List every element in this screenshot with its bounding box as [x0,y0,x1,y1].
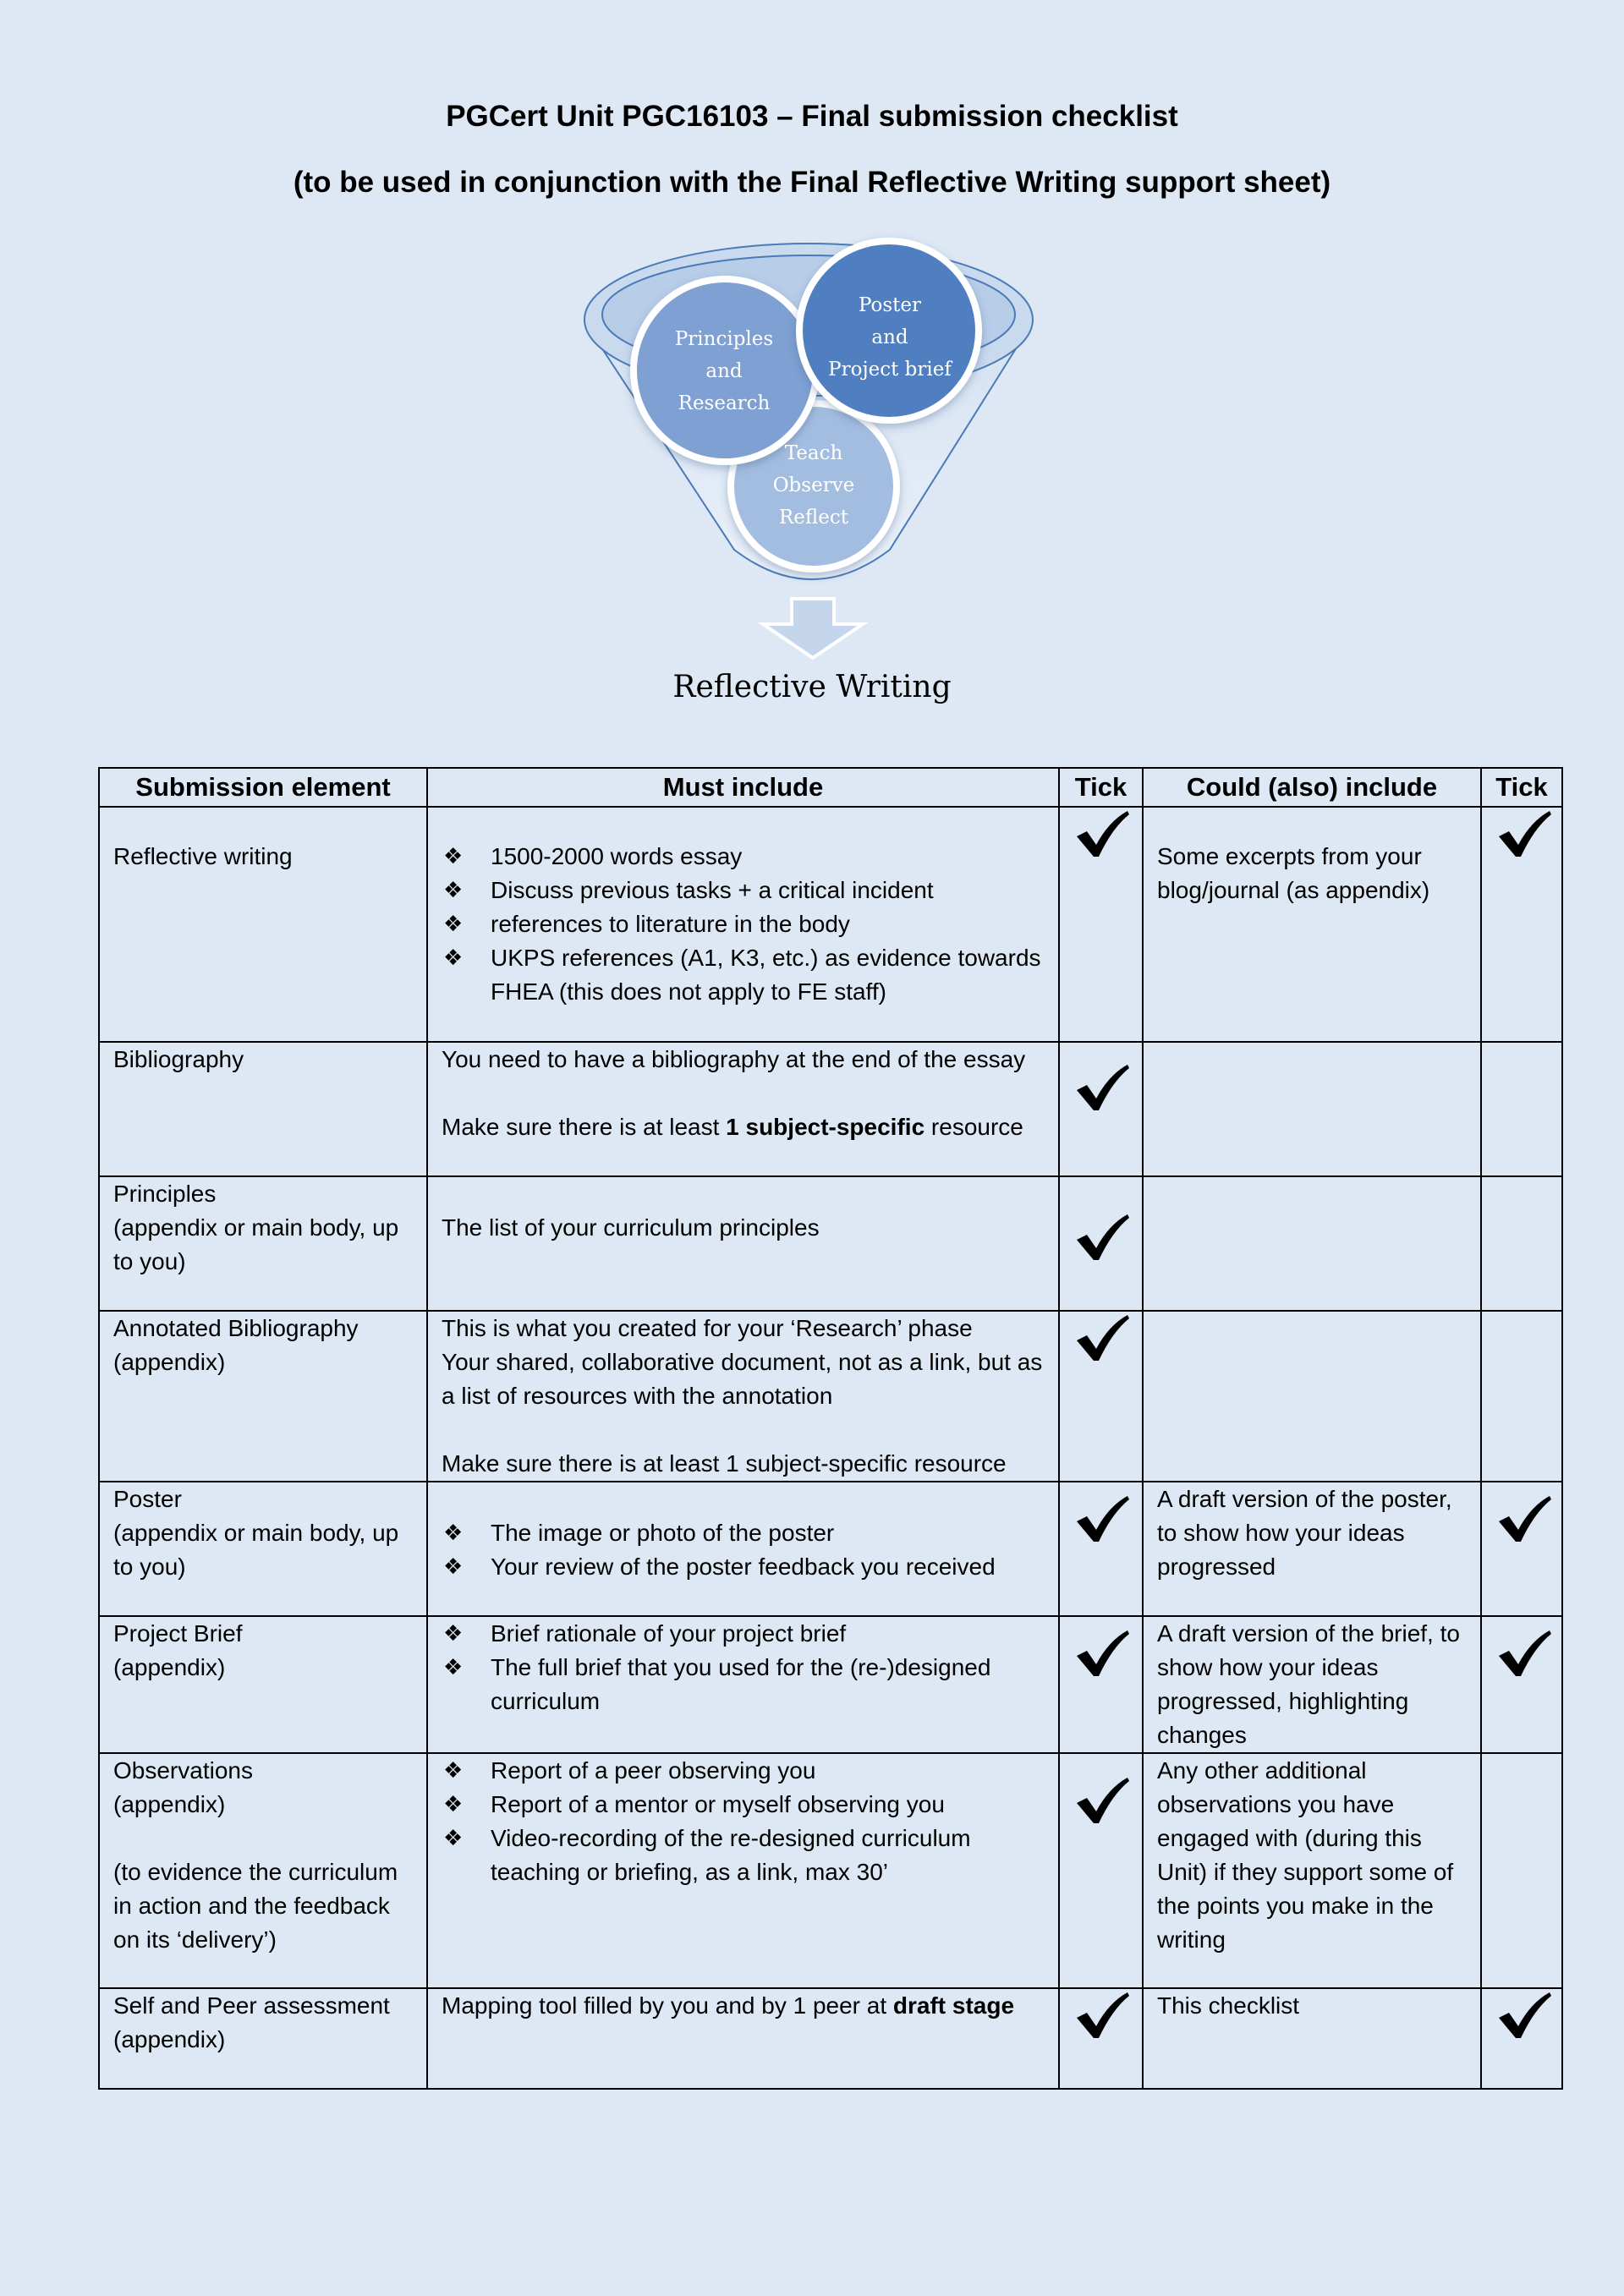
list-item: ❖ Video-recording of the re-designed curriculum teaching or briefing, as a link, max 30’ [442,1822,1045,1889]
list-item: ❖ Your review of the poster feedback you received [442,1550,1045,1584]
diagram-output-label: Reflective Writing [672,670,952,704]
table-row [99,1753,1562,1988]
bullet-list [442,1516,1045,1584]
bullet-list [442,1754,1045,1889]
circle-label-line: and [871,326,908,348]
bullet-list [442,840,1045,1009]
header-must-include: Must include [427,768,1059,807]
list-item: ❖ Brief rationale of your project brief [442,1617,1045,1651]
submission-element-cell: Annotated Bibliography (appendix) [99,1311,427,1482]
header-submission-element: Submission element [99,768,427,807]
tick-cell [1481,1616,1562,1753]
checkmark-icon [1495,808,1555,860]
list-item: ❖ UKPS references (A1, K3, etc.) as evidence towards FHEA (this does not apply to FE staff) [442,941,1045,1009]
could-include-cell: A draft version of the poster, to show how your ideas progressed [1143,1482,1481,1616]
tick-cell [1481,1988,1562,2089]
circle-label-line: Reflect [778,507,849,529]
must-include-cell: The list of your curriculum principles [427,1176,1059,1311]
header-tick: Tick [1481,768,1562,807]
could-include-cell: A draft version of the brief, to show how your ideas progressed, highlighting changes [1143,1616,1481,1753]
tick-cell [1059,1482,1143,1616]
table-row [99,1616,1562,1753]
list-item: ❖ Discuss previous tasks + a critical incident [442,874,1045,907]
submission-element-cell: Bibliography [99,1042,427,1176]
submission-element-cell: Poster (appendix or main body, up to you) [99,1482,427,1616]
table-row [99,807,1562,1042]
must-include-cell [427,1753,1059,1988]
checkmark-icon [1073,1493,1133,1545]
tick-cell [1481,1311,1562,1482]
circle-label-line: Principles [674,328,774,350]
header-tick: Tick [1059,768,1143,807]
circle-label-line: Project brief [828,359,952,381]
tick-cell [1059,1753,1143,1988]
circle-label-line: and [705,360,743,382]
must-include-cell [427,807,1059,1042]
must-include-cell: This is what you created for your ‘Research’ phase Your shared, collaborative document, not as a link, but as a list of resources with the annotation Make sure there is at least 1 subject-specific resource [427,1311,1059,1482]
must-include-cell: You need to have a bibliography at the end of the essay Make sure there is at least 1 subject-specific resource [427,1042,1059,1176]
funnel-diagram [0,0,1624,677]
table-row [99,1988,1562,2089]
document-title: PGCert Unit PGC16103 – Final submission checklist [446,100,1178,133]
list-item: ❖ 1500-2000 words essay [442,840,1045,874]
checkmark-icon [1073,1312,1133,1364]
table-row [99,1176,1562,1311]
list-item: ❖ Report of a peer observing you [442,1754,1045,1788]
checkmark-icon [1495,1627,1555,1680]
checkmark-icon [1073,1774,1133,1827]
list-item: ❖ The full brief that you used for the (re-)designed curriculum [442,1651,1045,1718]
checkmark-icon [1073,1627,1133,1680]
submission-element-cell: Observations (appendix) (to evidence the curriculum in action and the feedback on its ‘delivery’) [99,1753,427,1988]
checkmark-icon [1495,1493,1555,1545]
submission-element-cell: Project Brief (appendix) [99,1616,427,1753]
circle-label-line: Teach [784,442,843,464]
submission-checklist-table [98,767,1563,2090]
checkmark-icon [1073,1989,1133,2041]
could-include-cell [1143,1042,1481,1176]
could-include-cell: This checklist [1143,1988,1481,2089]
tick-cell [1059,1042,1143,1176]
could-include-cell: Some excerpts from your blog/journal (as appendix) [1143,807,1481,1042]
tick-cell [1481,1176,1562,1311]
must-include-cell [427,1616,1059,1753]
list-item: ❖ The image or photo of the poster [442,1516,1045,1550]
tick-cell [1059,1311,1143,1482]
down-arrow-icon [763,599,863,658]
list-item: ❖ Report of a mentor or myself observing you [442,1788,1045,1822]
tick-cell [1481,807,1562,1042]
checkmark-icon [1073,1211,1133,1263]
document-subtitle: (to be used in conjunction with the Final Reflective Writing support sheet) [293,166,1331,199]
could-include-cell [1143,1176,1481,1311]
list-item: ❖ references to literature in the body [442,907,1045,941]
checkmark-icon [1073,808,1133,860]
must-include-cell [427,1482,1059,1616]
table-row [99,1311,1562,1482]
table-row [99,1042,1562,1176]
tick-cell [1481,1042,1562,1176]
submission-element-cell: Reflective writing [99,807,427,1042]
must-include-cell: Mapping tool filled by you and by 1 peer at draft stage [427,1988,1059,2089]
table-header-row [99,768,1562,807]
checkmark-icon [1495,1989,1555,2041]
tick-cell [1059,1988,1143,2089]
could-include-cell: Any other additional observations you have engaged with (during this Unit) if they support some of the points you make in the writing [1143,1753,1481,1988]
circle-label-line: Research [678,392,771,414]
submission-element-cell: Self and Peer assessment (appendix) [99,1988,427,2089]
submission-element-cell: Principles (appendix or main body, up to you) [99,1176,427,1311]
table-row [99,1482,1562,1616]
circle-label-line: Poster [858,294,922,316]
tick-cell [1481,1482,1562,1616]
bullet-list [442,1617,1045,1718]
tick-cell [1481,1753,1562,1988]
circle-label-line: Observe [772,474,855,496]
could-include-cell [1143,1311,1481,1482]
tick-cell [1059,1616,1143,1753]
tick-cell [1059,1176,1143,1311]
checkmark-icon [1073,1061,1133,1114]
tick-cell [1059,807,1143,1042]
header-could-include: Could (also) include [1143,768,1481,807]
